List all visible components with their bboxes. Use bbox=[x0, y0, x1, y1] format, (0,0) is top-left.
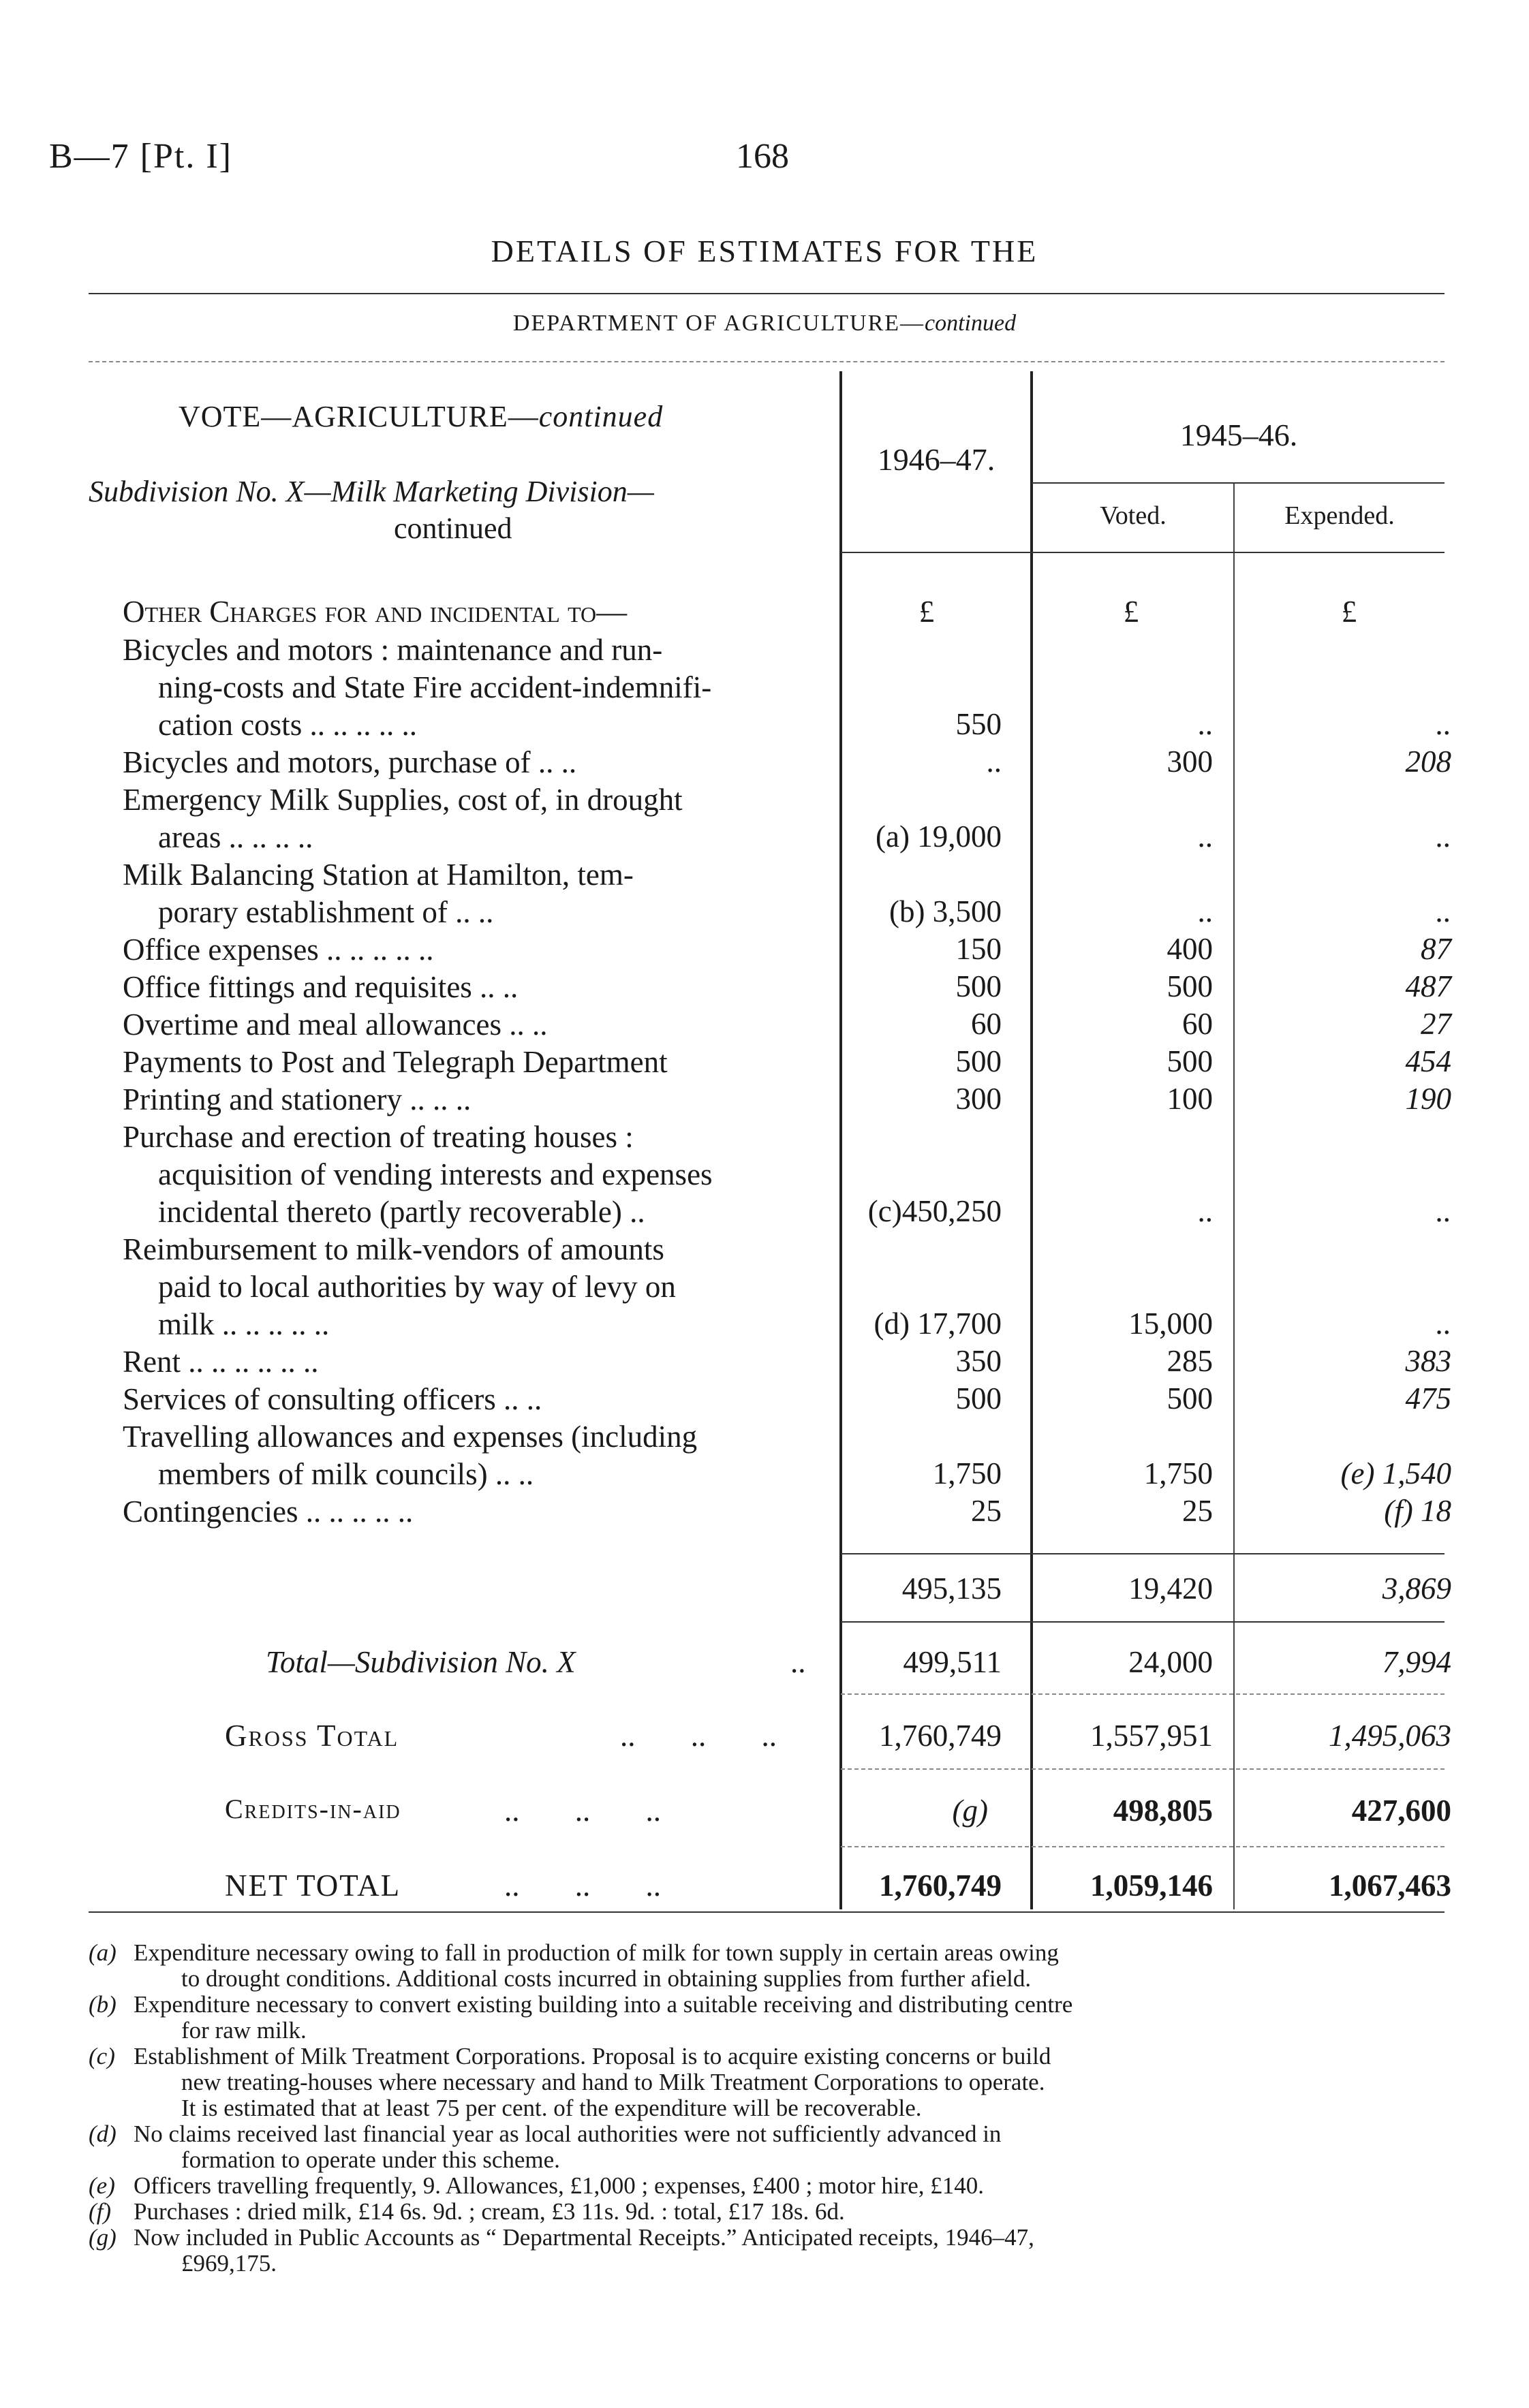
section-heading-text: Other Charges for and incidental to— bbox=[123, 595, 628, 629]
footnote-mark: (b) bbox=[89, 1991, 117, 2018]
net-total-1946-47: 1,760,749 bbox=[879, 1868, 1002, 1903]
year-rule bbox=[1032, 482, 1445, 484]
row-description bbox=[123, 1081, 818, 1119]
row-value-1946-47: 150 bbox=[955, 932, 1002, 966]
row-description bbox=[123, 1493, 818, 1531]
row-description bbox=[123, 1343, 818, 1381]
row-value-expended: .. bbox=[1436, 1194, 1451, 1228]
row-value-1946-47: 300 bbox=[955, 1082, 1002, 1116]
footnote-text: No claims received last financial year as local authorities were not sufficiently advanced in bbox=[134, 2121, 1002, 2147]
footnote-text: £969,175. bbox=[181, 2250, 277, 2277]
header-rule bbox=[841, 552, 1445, 553]
row-value-expended: (e) 1,540 bbox=[1340, 1456, 1451, 1490]
footnote-mark: (f) bbox=[89, 2198, 112, 2225]
credits-in-aid-dots: .. .. .. bbox=[504, 1794, 661, 1828]
footnote-text: Officers travelling frequently, 9. Allowances, £1,000 ; expenses, £400 ; motor hire, £140. bbox=[134, 2172, 985, 2199]
row-value-expended: .. bbox=[1436, 894, 1451, 928]
footnote-text: formation to operate under this scheme. bbox=[181, 2146, 560, 2173]
row-value-voted: .. bbox=[1197, 819, 1213, 854]
row-description-line: Office expenses .. .. .. .. .. bbox=[123, 933, 434, 967]
subtotal-rule-bottom bbox=[841, 1621, 1445, 1623]
total-rule-2 bbox=[841, 1768, 1445, 1770]
row-value-1946-47: (b) 3,500 bbox=[889, 894, 1002, 928]
row-description-line: Travelling allowances and expenses (including bbox=[123, 1420, 698, 1454]
row-description-line: acquisition of vending interests and expenses bbox=[158, 1157, 713, 1191]
row-value-expended: 454 bbox=[1405, 1044, 1451, 1078]
footnotes bbox=[89, 1940, 1451, 2277]
unit-col3: £ bbox=[1341, 595, 1357, 629]
row-description-line: Overtime and meal allowances .. .. bbox=[123, 1007, 548, 1042]
row-description bbox=[123, 969, 818, 1006]
page-title: DETAILS OF ESTIMATES FOR THE bbox=[491, 234, 1038, 268]
department-title bbox=[0, 311, 1529, 337]
row-value-voted: 400 bbox=[1167, 932, 1213, 966]
row-description bbox=[123, 931, 818, 969]
row-value-1946-47: (a) 19,000 bbox=[876, 819, 1002, 854]
row-description-line: Purchase and erection of treating houses : bbox=[123, 1120, 634, 1154]
row-description-line: areas .. .. .. .. bbox=[158, 820, 313, 854]
row-value-1946-47: 1,750 bbox=[932, 1456, 1002, 1490]
subdivision-continued: continued bbox=[394, 512, 512, 545]
row-value-expended: .. bbox=[1436, 707, 1451, 741]
row-description-line: porary establishment of .. .. bbox=[158, 895, 494, 929]
title-rule bbox=[89, 293, 1445, 294]
row-description bbox=[123, 1044, 818, 1081]
row-value-voted: 500 bbox=[1167, 1381, 1213, 1416]
footnote-text: new treating-houses where necessary and hand to Milk Treatment Corporations to operate. bbox=[181, 2069, 1045, 2095]
page-number: 168 bbox=[736, 137, 789, 176]
footnote-mark: (c) bbox=[89, 2043, 115, 2069]
row-description-line: Emergency Milk Supplies, cost of, in drought bbox=[123, 783, 683, 817]
row-description-line: Reimbursement to milk-vendors of amounts bbox=[123, 1232, 664, 1266]
row-description bbox=[123, 1381, 818, 1418]
credits-in-aid-1946-47: (g) bbox=[952, 1794, 988, 1828]
footnote bbox=[89, 2121, 1451, 2173]
row-value-voted: 100 bbox=[1167, 1082, 1213, 1116]
subdivision-title: Subdivision No. X—Milk Marketing Division— bbox=[89, 475, 654, 508]
net-total-label: NET TOTAL bbox=[225, 1868, 401, 1903]
department-name: DEPARTMENT OF AGRICULTURE— bbox=[512, 311, 925, 336]
row-value-1946-47: (d) 17,700 bbox=[874, 1307, 1002, 1341]
department-continued: continued bbox=[925, 311, 1017, 336]
row-value-expended: .. bbox=[1436, 1307, 1451, 1341]
vote-title bbox=[179, 399, 663, 434]
subtotal-rule-top bbox=[841, 1553, 1445, 1554]
row-value-expended: 208 bbox=[1405, 745, 1451, 779]
subtotal-voted: 19,420 bbox=[1128, 1572, 1213, 1606]
gross-total-1946-47: 1,760,749 bbox=[879, 1719, 1002, 1753]
row-value-voted: 15,000 bbox=[1128, 1307, 1213, 1341]
footnote bbox=[89, 1992, 1451, 2044]
page-reference: B—7 [Pt. I] bbox=[49, 137, 232, 176]
row-value-expended: 27 bbox=[1421, 1007, 1451, 1041]
row-value-1946-47: .. bbox=[986, 745, 1002, 779]
col-divider-right bbox=[1233, 484, 1235, 1909]
gross-total-expended: 1,495,063 bbox=[1329, 1719, 1451, 1753]
total-subdivision-dots: .. bbox=[790, 1645, 806, 1679]
row-description-line: Printing and stationery .. .. .. bbox=[123, 1082, 472, 1116]
row-description-line: Services of consulting officers .. .. bbox=[123, 1382, 542, 1416]
row-value-expended: 190 bbox=[1405, 1082, 1451, 1116]
row-description-line: milk .. .. .. .. .. bbox=[158, 1307, 330, 1341]
row-value-1946-47: 350 bbox=[955, 1344, 1002, 1378]
row-value-1946-47: 500 bbox=[955, 1044, 1002, 1078]
row-description-line: cation costs .. .. .. .. .. bbox=[158, 708, 417, 742]
row-value-1946-47: (c)450,250 bbox=[867, 1194, 1002, 1228]
footnote-text: to drought conditions. Additional costs incurred in obtaining supplies from further afield. bbox=[181, 1965, 1032, 1992]
unit-col2: £ bbox=[1123, 595, 1139, 629]
row-description bbox=[123, 856, 818, 931]
credits-in-aid-expended: 427,600 bbox=[1351, 1794, 1451, 1828]
footnote-text: Expenditure necessary owing to fall in production of milk for town supply in certain areas owing bbox=[134, 1939, 1059, 1966]
gross-total-voted: 1,557,951 bbox=[1090, 1719, 1213, 1753]
row-description bbox=[123, 1006, 818, 1044]
table-bottom-rule bbox=[89, 1911, 1445, 1913]
total-subdivision-expended: 7,994 bbox=[1382, 1645, 1451, 1679]
row-value-voted: 1,750 bbox=[1143, 1456, 1213, 1490]
row-description-line: incidental thereto (partly recoverable) .. bbox=[158, 1195, 645, 1229]
department-rule bbox=[89, 361, 1445, 362]
row-description-line: Office fittings and requisites .. .. bbox=[123, 970, 519, 1004]
row-value-expended: .. bbox=[1436, 819, 1451, 854]
row-value-voted: 500 bbox=[1167, 969, 1213, 1003]
total-rule-1 bbox=[841, 1693, 1445, 1695]
row-description-line: members of milk councils) .. .. bbox=[158, 1457, 534, 1491]
footnote-text: for raw milk. bbox=[181, 2017, 307, 2044]
gross-total-label: Gross Total bbox=[225, 1719, 399, 1753]
row-description bbox=[123, 631, 818, 744]
section-heading bbox=[123, 594, 627, 629]
footnote bbox=[89, 2199, 1451, 2225]
net-total-expended: 1,067,463 bbox=[1329, 1868, 1451, 1903]
net-total-voted: 1,059,146 bbox=[1090, 1868, 1213, 1903]
total-subdivision-voted: 24,000 bbox=[1128, 1645, 1213, 1679]
column-header-voted: Voted. bbox=[1100, 501, 1167, 530]
row-value-1946-47: 550 bbox=[955, 707, 1002, 741]
subtotal-1946-47: 495,135 bbox=[901, 1572, 1002, 1606]
total-rule-3 bbox=[841, 1846, 1445, 1847]
footnote-mark: (d) bbox=[89, 2121, 117, 2147]
row-value-expended: 383 bbox=[1405, 1344, 1451, 1378]
footnote-mark: (g) bbox=[89, 2224, 117, 2251]
row-value-voted: 300 bbox=[1167, 745, 1213, 779]
vote-name: VOTE—AGRICULTURE— bbox=[179, 400, 539, 433]
footnote bbox=[89, 2044, 1451, 2121]
row-description bbox=[123, 1418, 818, 1493]
footnote-text: Purchases : dried milk, £14 6s. 9d. ; cream, £3 11s. 9d. : total, £17 18s. 6d. bbox=[134, 2198, 845, 2225]
row-value-voted: 25 bbox=[1182, 1494, 1213, 1528]
footnote-text: It is estimated that at least 75 per cent. of the expenditure will be recoverable. bbox=[181, 2095, 922, 2121]
row-description-line: Contingencies .. .. .. .. .. bbox=[123, 1495, 414, 1529]
unit-col1: £ bbox=[918, 595, 935, 629]
row-description bbox=[123, 1119, 818, 1231]
column-header-expended: Expended. bbox=[1284, 501, 1395, 530]
row-value-voted: .. bbox=[1197, 894, 1213, 928]
row-value-voted: .. bbox=[1197, 707, 1213, 741]
row-value-voted: 285 bbox=[1167, 1344, 1213, 1378]
total-subdivision-1946-47: 499,511 bbox=[903, 1645, 1002, 1679]
row-value-voted: 60 bbox=[1182, 1007, 1213, 1041]
row-value-expended: (f) 18 bbox=[1384, 1494, 1451, 1528]
footnote-mark: (a) bbox=[89, 1939, 117, 1966]
row-description-line: paid to local authorities by way of levy on bbox=[158, 1270, 676, 1304]
row-value-expended: 87 bbox=[1421, 932, 1451, 966]
row-description bbox=[123, 781, 818, 856]
vote-continued: continued bbox=[538, 400, 664, 433]
column-header-1945-46: 1945–46. bbox=[1179, 418, 1298, 452]
row-value-1946-47: 25 bbox=[971, 1494, 1002, 1528]
row-description-line: ning-costs and State Fire accident-indemnifi- bbox=[158, 670, 712, 704]
footnote-text: Expenditure necessary to convert existing building into a suitable receiving and distributing centre bbox=[134, 1991, 1073, 2018]
footnote-mark: (e) bbox=[89, 2172, 115, 2199]
row-value-expended: 487 bbox=[1405, 969, 1451, 1003]
footnote bbox=[89, 2173, 1451, 2199]
footnote bbox=[89, 2225, 1451, 2277]
net-total-dots: .. .. .. bbox=[504, 1868, 661, 1903]
row-value-1946-47: 60 bbox=[971, 1007, 1002, 1041]
row-description-line: Rent .. .. .. .. .. .. bbox=[123, 1345, 319, 1379]
footnote-text: Now included in Public Accounts as “ Departmental Receipts.” Anticipated receipts, 1946–47, bbox=[134, 2224, 1034, 2251]
row-description bbox=[123, 1231, 818, 1343]
gross-total-dots: .. .. .. bbox=[620, 1719, 777, 1753]
row-description bbox=[123, 744, 818, 781]
credits-in-aid-voted: 498,805 bbox=[1113, 1794, 1213, 1828]
credits-in-aid-label: Credits-in-aid bbox=[225, 1794, 401, 1824]
footnote bbox=[89, 1940, 1451, 1992]
row-description-line: Bicycles and motors : maintenance and run- bbox=[123, 633, 663, 667]
row-value-1946-47: 500 bbox=[955, 969, 1002, 1003]
row-value-voted: .. bbox=[1197, 1194, 1213, 1228]
row-value-voted: 500 bbox=[1167, 1044, 1213, 1078]
col-divider-mid bbox=[1030, 371, 1033, 1909]
row-description-line: Payments to Post and Telegraph Department bbox=[123, 1045, 668, 1079]
total-subdivision-label: Total—Subdivision No. X bbox=[266, 1645, 576, 1679]
column-header-1946-47: 1946–47. bbox=[877, 442, 995, 477]
row-description-line: Milk Balancing Station at Hamilton, tem- bbox=[123, 858, 634, 892]
footnote-text: Establishment of Milk Treatment Corporations. Proposal is to acquire existing concerns or build bbox=[134, 2043, 1051, 2069]
row-value-1946-47: 500 bbox=[955, 1381, 1002, 1416]
subtotal-expended: 3,869 bbox=[1382, 1572, 1451, 1606]
row-description-line: Bicycles and motors, purchase of .. .. bbox=[123, 745, 577, 779]
row-value-expended: 475 bbox=[1405, 1381, 1451, 1416]
